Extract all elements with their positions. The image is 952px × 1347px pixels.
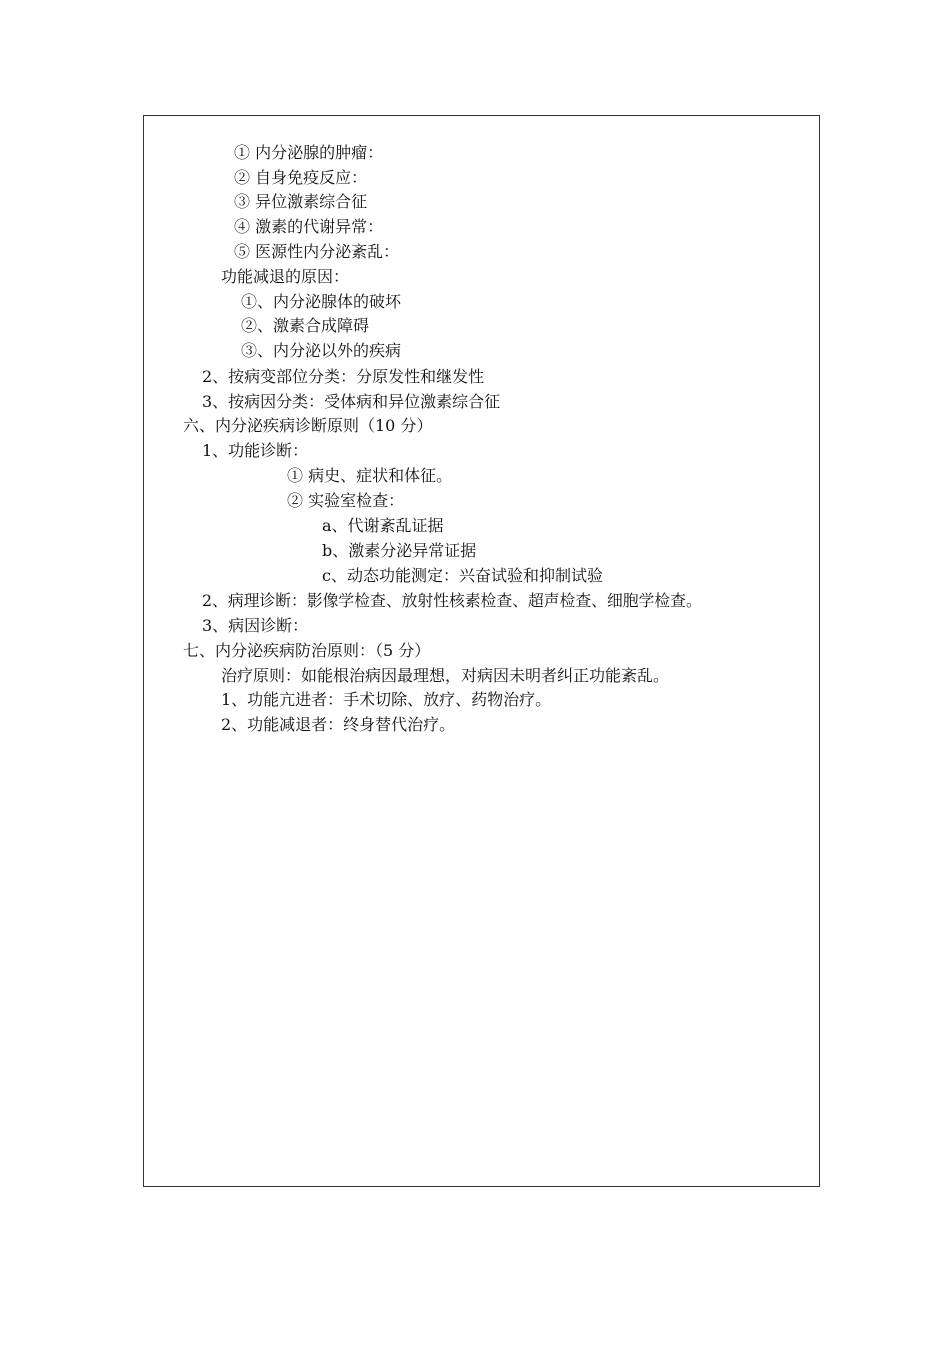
text-line: 3、病因诊断： xyxy=(202,616,309,635)
text-line: b、激素分泌异常证据 xyxy=(322,541,477,560)
text-line: 3、按病因分类：受体病和异位激素综合征 xyxy=(202,392,501,411)
section-heading: 功能减退的原因： xyxy=(221,267,350,286)
text-line: 2、功能减退者：终身替代治疗。 xyxy=(221,715,456,734)
text-line: ① 内分泌腺的肿瘤： xyxy=(234,143,384,162)
text-line: ② 实验室检查： xyxy=(287,491,405,510)
text-line: ② 自身免疫反应： xyxy=(234,168,368,187)
text-line: 2、病理诊断：影像学检查、放射性核素检查、超声检查、细胞学检查。 xyxy=(202,591,702,610)
text-line: ①、内分泌腺体的破坏 xyxy=(241,292,402,311)
text-line: a、代谢紊乱证据 xyxy=(322,516,444,535)
text-line: c、动态功能测定：兴奋试验和抑制试验 xyxy=(322,566,603,585)
text-line: ① 病史、症状和体征。 xyxy=(287,466,453,485)
text-line: ③ 异位激素综合征 xyxy=(234,192,368,211)
text-line: 治疗原则：如能根治病因最理想，对病因未明者纠正功能紊乱。 xyxy=(221,666,670,685)
section-heading: 六、内分泌疾病诊断原则（10 分） xyxy=(183,416,433,435)
text-line: 1、功能诊断： xyxy=(202,441,309,460)
text-line: 2、按病变部位分类：分原发性和继发性 xyxy=(202,367,485,386)
section-heading: 七、内分泌疾病防治原则：（5 分） xyxy=(183,641,431,660)
text-line: ④ 激素的代谢异常： xyxy=(234,217,384,236)
text-line: ③、内分泌以外的疾病 xyxy=(241,341,402,360)
text-line: ②、激素合成障碍 xyxy=(241,316,370,335)
text-line: ⑤ 医源性内分泌紊乱： xyxy=(234,242,400,261)
text-line: 1、功能亢进者：手术切除、放疗、药物治疗。 xyxy=(221,690,552,709)
